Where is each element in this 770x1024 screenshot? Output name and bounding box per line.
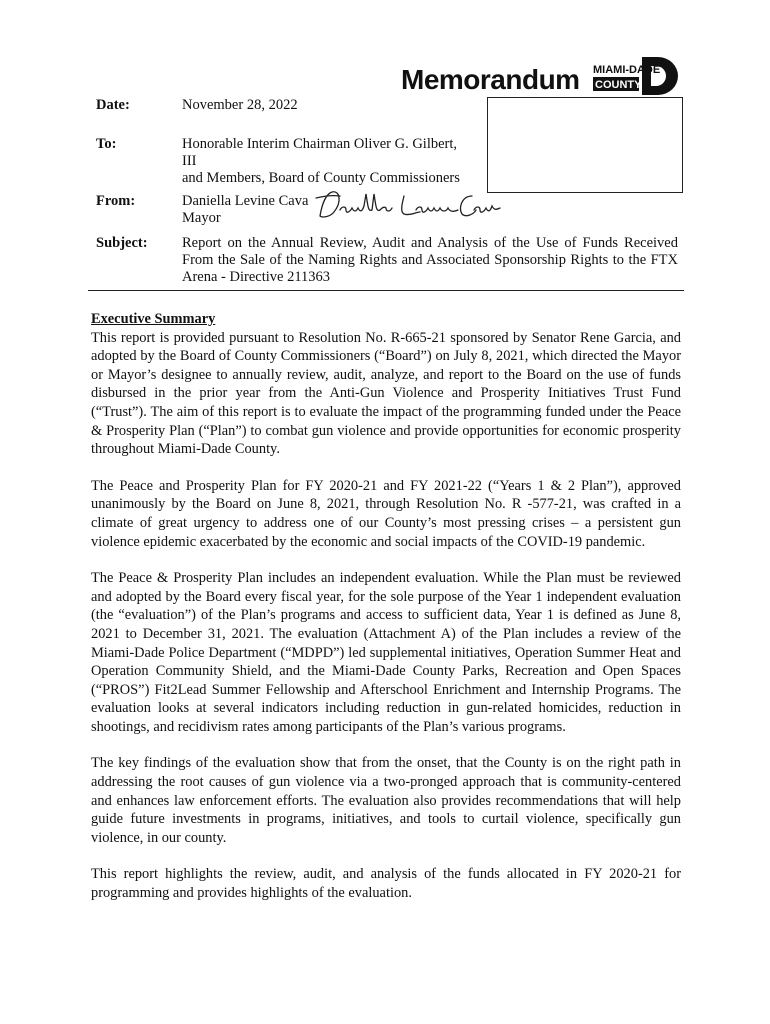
body-paragraph-2: The Peace and Prosperity Plan for FY 2020-21 and FY 2021-22 (“Years 1 & 2 Plan”), approved unanimously by the Board on June 8, 2021, through Resolution No. R -577-21, was crafted in a climate of great urgency to address one of our County’s most pressing crises – a persistent gun violence epidemic exacerbated by the economic and social impacts of the COVID-19 pandemic. bbox=[91, 477, 681, 550]
memo-body bbox=[91, 310, 681, 921]
from-value bbox=[182, 193, 308, 227]
date-label: Date: bbox=[96, 97, 130, 113]
to-value bbox=[182, 136, 460, 187]
logo-text-bottom: COUNTY bbox=[595, 79, 642, 91]
executive-summary-heading: Executive Summary bbox=[91, 311, 216, 327]
stamp-box bbox=[487, 97, 683, 193]
memo-title: Memorandum bbox=[401, 64, 580, 95]
miami-dade-county-logo bbox=[592, 56, 684, 96]
date-value bbox=[182, 97, 298, 114]
body-paragraph-5: This report highlights the review, audit, and analysis of the funds allocated in FY 2020-21 for programming and provides highlights of the evaluation. bbox=[91, 866, 681, 902]
to-line: Honorable Interim Chairman Oliver G. Gilbert, bbox=[182, 136, 458, 152]
body-paragraph-3: The Peace & Prosperity Plan includes an independent evaluation. While the Plan must be reviewed and adopted by the Board every fiscal year, for the sole purpose of the Year 1 independent evaluation (the “evaluation”) of the Plan’s programs and access to sufficient data, Year 1 is defined as June 8, 2021 to December 31, 2021. The evaluation (Attachment A) of the Plan includes a review of the Miami-Dade Police Department (“MDPD”) led supplemental initiatives, Operation Summer Heat and Operation Community Shield, and the Miami-Dade County Parks, Recreation and Open Spaces (“PROS”) Fit2Lead Summer Fellowship and Afterschool Enrichment and Internship Programs. The evaluation looks at several indicators including reduction in gun-related homicides, reduction in shootings, and recidivism rates among participants of the Plan’s various programs. bbox=[91, 570, 681, 735]
subject-text: Report on the Annual Review, Audit and Analysis of the Use of Funds Received From the Sale of the Naming Rights and Associated Sponsorship Rights to the FTX Arena - Directive 211363 bbox=[182, 235, 678, 285]
header-divider bbox=[88, 290, 684, 291]
logo-text-top: MIAMI-DADE bbox=[593, 64, 661, 76]
date-text: November 28, 2022 bbox=[182, 97, 298, 113]
from-label: From: bbox=[96, 193, 136, 209]
mayor-signature bbox=[312, 186, 502, 226]
body-paragraph-1: This report is provided pursuant to Resolution No. R-665-21 sponsored by Senator Rene Garcia, and adopted by the Board of County Commissioners (“Board”) on July 8, 2021, which directed the Mayor or Mayor’s designee to annually review, audit, analyze, and report to the Board on the use of funds disbursed in the prior year from the Anti-Gun Violence and Prosperity Initiatives Trust Fund (“Trust”). The aim of this report is to evaluate the impact of the programming funded under the Peace & Prosperity Plan (“Plan”) to combat gun violence and provide opportunities for economic prosperity throughout Miami-Dade County. bbox=[91, 329, 681, 458]
to-line: III bbox=[182, 153, 197, 169]
subject-value bbox=[182, 235, 678, 286]
from-title: Mayor bbox=[182, 210, 221, 226]
from-name: Daniella Levine Cava bbox=[182, 193, 309, 209]
to-line: and Members, Board of County Commissioners bbox=[182, 170, 460, 186]
body-paragraph-4: The key findings of the evaluation show that from the onset, that the County is on the right path in addressing the root causes of gun violence via a two-pronged approach that is community-centered and enhances law enforcement efforts. The evaluation also provides recommendations that will help guide future investments in programs, initiatives, and tools to curtail violence, specifically gun violence, in our county. bbox=[91, 755, 681, 846]
executive-summary-paragraph bbox=[91, 310, 681, 459]
subject-label: Subject: bbox=[96, 235, 148, 251]
to-label: To: bbox=[96, 136, 117, 152]
